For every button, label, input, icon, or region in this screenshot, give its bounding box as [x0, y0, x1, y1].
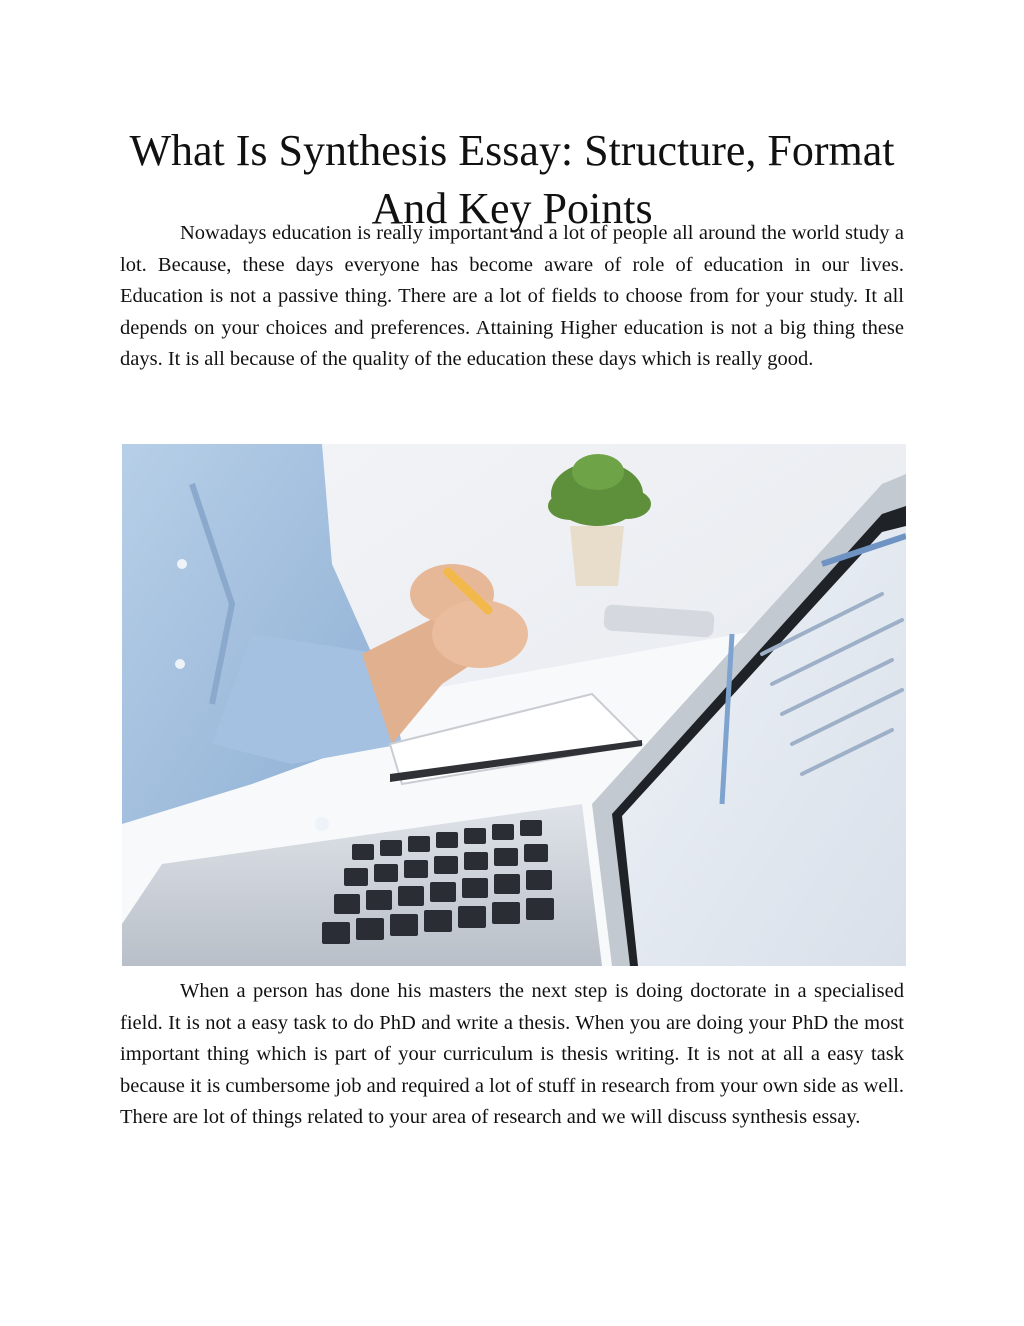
page-title: What Is Synthesis Essay: Structure, Format And Key Points — [129, 126, 895, 233]
desk-laptop-photo — [122, 444, 906, 966]
paragraph-intro: Nowadays education is really important and a lot of people all around the world study a lot. Because, these days everyone has become aware of role of education in our lives. Education is not a passive thing. There are a lot of fields to choose from for your study. It all depends on your choices and preferences. Attaining Higher education is not a big thing these days. It is all because of the quality of the education these days which is really good. — [120, 222, 904, 371]
paragraph-doctorate: When a person has done his masters the next step is doing doctorate in a specialised field. It is not a easy task to do PhD and write a thesis. When you are doing your PhD the most important thing which is part of your curriculum is thesis writing. It is not at all a easy task because it is cumbersome job and required a lot of stuff in research from your own side as well. There are lot of things related to your area of research and we will discuss synthesis essay. — [120, 980, 904, 1129]
